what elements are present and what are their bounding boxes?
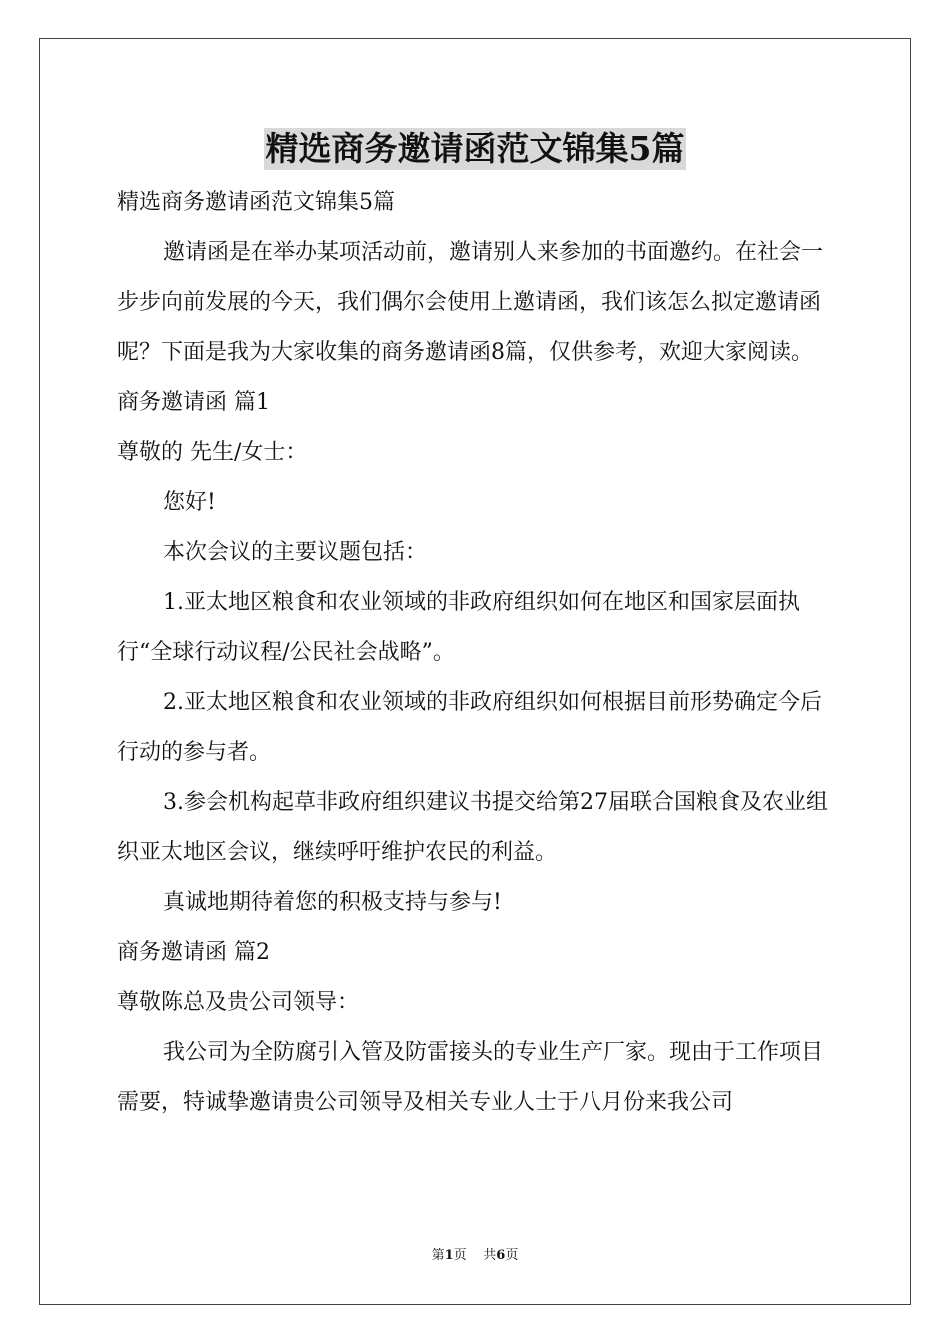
list-item: 1.亚太地区粮食和农业领域的非政府组织如何在地区和国家层面执行“全球行动议程/公民社会战略”。 — [117, 590, 800, 665]
title-container — [0, 128, 950, 170]
paragraph: 邀请函是在举办某项活动前，邀请别人来参加的书面邀约。在社会一步步向前发展的今天，我们偶尔会使用上邀请函，我们该怎么拟定邀请函呢？下面是我为大家收集的商务邀请函8篇，仅供参考，欢迎大家阅读。 — [117, 240, 824, 365]
document-body — [117, 178, 833, 1128]
greeting: 您好! — [163, 490, 216, 515]
salutation: 尊敬陈总及贵公司领导： — [117, 990, 360, 1015]
page-suffix: 页 — [453, 1248, 467, 1263]
paragraph: 本次会议的主要议题包括： — [163, 540, 428, 565]
page-footer — [0, 1246, 950, 1266]
list-item: 3.参会机构起草非政府组织建议书提交给第27届联合国粮食及农业组织亚太地区会议，继续呼吁维护农民的利益。 — [117, 790, 828, 865]
paragraph: 我公司为全防腐引入管及防雷接头的专业生产厂家。现由于工作项目需要，特诚挚邀请贵公司领导及相关专业人士于八月份来我公司 — [117, 1040, 824, 1115]
paragraph: 真诚地期待着您的积极支持与参与! — [163, 890, 502, 915]
document-title: 精选商务邀请函范文锦集5篇 — [265, 129, 685, 168]
total-page-number: 6 — [496, 1248, 506, 1263]
salutation: 尊敬的 先生/女士： — [117, 440, 308, 465]
list-item: 2.亚太地区粮食和农业领域的非政府组织如何根据目前形势确定今后行动的参与者。 — [117, 690, 822, 765]
paragraph: 精选商务邀请函范文锦集5篇 — [117, 190, 395, 215]
section-heading: 商务邀请函 篇2 — [117, 940, 270, 965]
current-page-number: 1 — [444, 1248, 454, 1263]
total-suffix: 页 — [505, 1248, 519, 1263]
section-heading: 商务邀请函 篇1 — [117, 390, 270, 415]
page-prefix: 第 — [431, 1248, 445, 1263]
total-prefix: 共 — [483, 1248, 497, 1263]
